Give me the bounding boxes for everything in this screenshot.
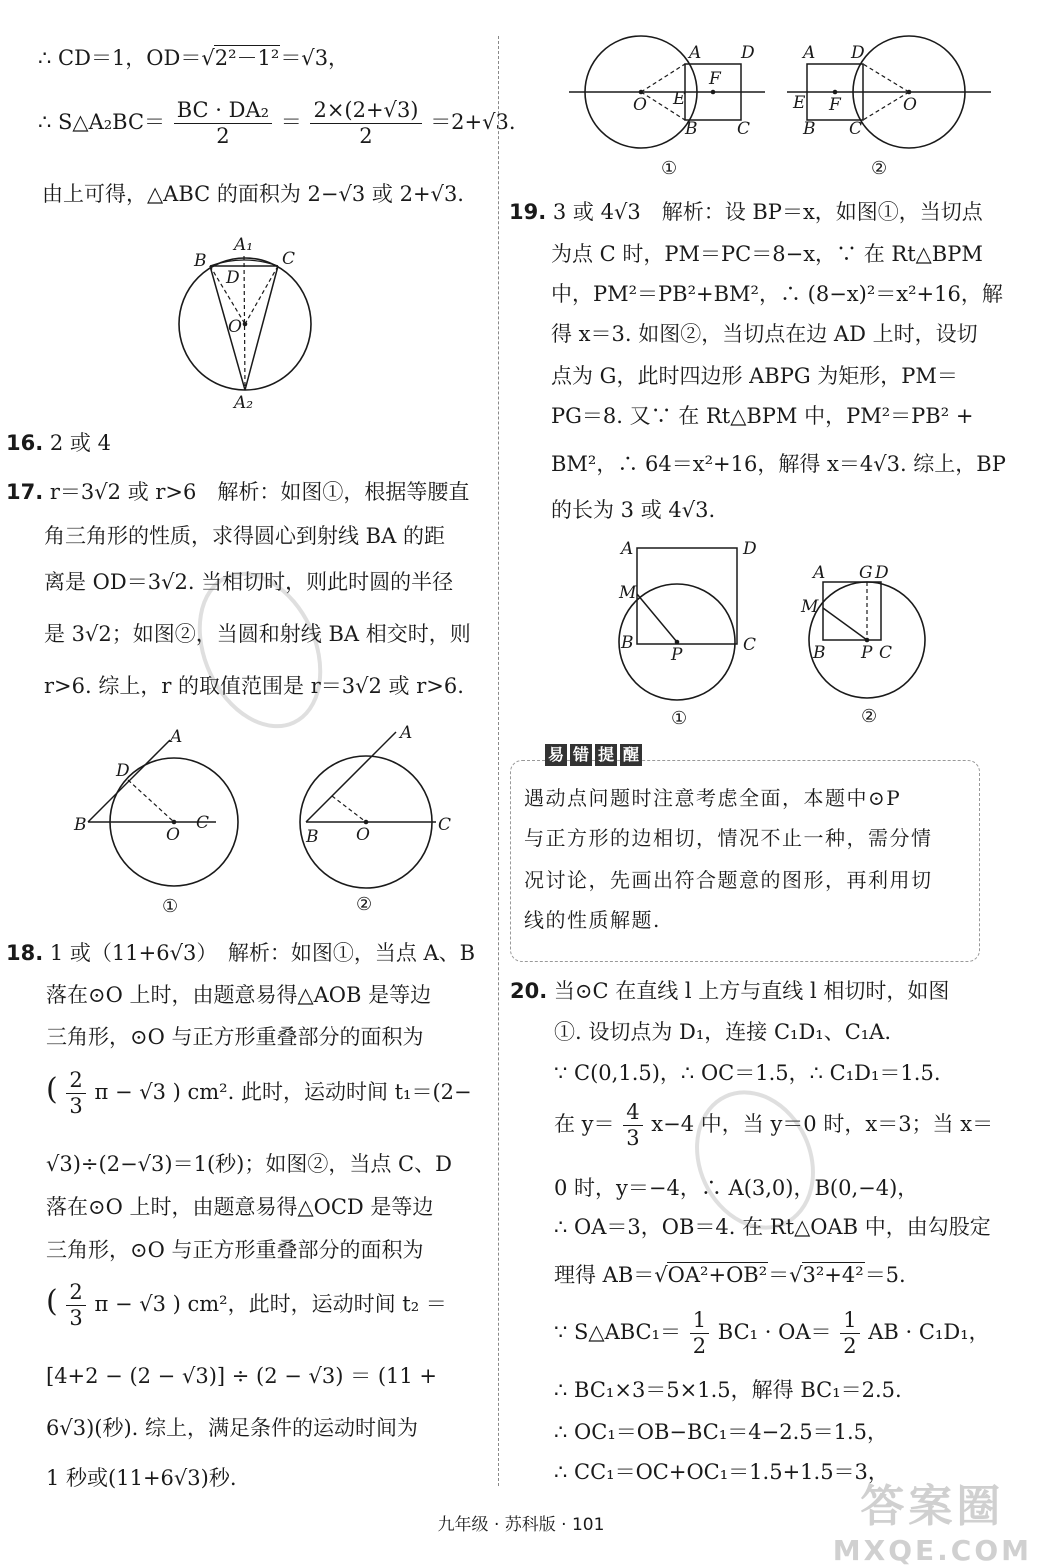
label-g: G — [859, 563, 873, 583]
text-span: ( — [46, 1072, 58, 1107]
text-span: ＝ — [768, 1263, 790, 1287]
segment-oa-1 — [641, 64, 685, 92]
label-e: E — [673, 89, 686, 109]
label-b: B — [74, 815, 87, 835]
text-line: 的长为 3 或 4√3. — [551, 498, 716, 522]
figure-17 — [66, 722, 466, 922]
text-line: 落在⊙O 上时，由题意易得△OCD 是等边 — [46, 1195, 434, 1219]
figure-number-1: ① — [162, 896, 179, 917]
center-2 — [907, 90, 912, 95]
text-line: [4+2 − (2 − √3)] ÷ (2 − √3) ＝ (11 + — [46, 1364, 438, 1388]
label-c: C — [737, 119, 751, 139]
figure-number-1: ① — [671, 708, 688, 729]
label-m: M — [619, 583, 637, 603]
column-divider — [498, 36, 499, 1486]
tip-title-char: 易 — [545, 744, 567, 766]
text-span: ∴ CD＝1，OD＝ — [38, 46, 202, 70]
point-f-1 — [711, 90, 716, 95]
fraction — [623, 1102, 642, 1149]
text-span: ∴ S△A₂BC＝ — [38, 110, 166, 134]
label-f: F — [829, 95, 841, 115]
text-span: ＝5. — [864, 1263, 906, 1287]
text-line: ①. 设切点为 D₁，连接 C₁D₁、C₁A. — [554, 1020, 892, 1044]
text-line — [554, 1310, 990, 1357]
text-line: ∴ BC₁×3＝5×1.5，解得 BC₁＝2.5. — [554, 1378, 902, 1402]
fraction — [690, 1310, 709, 1357]
figure-number-2: ② — [356, 894, 373, 915]
text-line: 三角形，⊙O 与正方形重叠部分的面积为 — [46, 1025, 424, 1049]
label-m: M — [801, 597, 819, 617]
center-point-2 — [364, 820, 369, 825]
text-line: ∴ OC₁＝OB−BC₁＝4−2.5＝1.5， — [554, 1420, 889, 1444]
denominator: 2 — [843, 1334, 857, 1358]
text-line: 是 3√2；如图②，当圆和射线 BA 相交时，则 — [44, 622, 471, 646]
center-point — [243, 322, 248, 327]
label-p: P — [861, 643, 873, 663]
text-line: BM²，∴ 64＝x²+16，解得 x＝4√3. 综上，BP — [551, 452, 1006, 476]
label-c: C — [879, 643, 893, 663]
numerator: 1 — [690, 1310, 709, 1334]
segment-od-2 — [863, 64, 909, 92]
label-a: A — [689, 43, 702, 63]
question-number: 16. — [6, 431, 44, 455]
text-line: ∴ OA＝3，OB＝4. 在 Rt△OAB 中，由勾股定 — [554, 1215, 991, 1239]
text-line: 落在⊙O 上时，由题意易得△AOB 是等边 — [46, 983, 432, 1007]
text-line: 6√3)(秒). 综上，满足条件的运动时间为 — [46, 1416, 419, 1440]
question-number: 17. — [6, 480, 44, 504]
text-span: x−4 中，当 y＝0 时，x＝3；当 x＝ — [651, 1112, 994, 1136]
segment-ca2 — [245, 266, 278, 390]
numerator: 4 — [623, 1102, 642, 1126]
stamp-watermark — [690, 1080, 820, 1240]
tip-title-char: 醒 — [620, 744, 642, 766]
text-line: 由上可得，△ABC 的面积为 2−√3 或 2+√3. — [42, 182, 464, 206]
radicand: 2²－1² — [214, 46, 280, 70]
stamp-ring — [195, 560, 325, 740]
text-line — [46, 1070, 472, 1117]
figure-circle-triangle — [170, 232, 320, 412]
segment-od-1 — [128, 780, 174, 822]
segment-co — [245, 266, 278, 324]
point-p-1 — [675, 640, 680, 645]
label-b: B — [685, 119, 698, 139]
label-o: O — [633, 95, 647, 115]
label-d: D — [743, 539, 757, 559]
label-d: D — [875, 563, 889, 583]
question-number: 20. — [510, 979, 548, 1003]
point-p-2 — [865, 638, 870, 643]
label-c: C — [282, 249, 296, 269]
text-span: ( — [46, 1284, 58, 1319]
tip-line: 与正方形的边相切，情况不止一种，需分情 — [524, 826, 933, 850]
text-span: 1 或（11+6√3） 解析：如图①，当点 A、B — [49, 941, 476, 965]
numerator: 1 — [840, 1310, 859, 1334]
label-b: B — [813, 643, 826, 663]
label-b: B — [621, 633, 634, 653]
label-d: D — [741, 43, 755, 63]
tip-title-char: 提 — [595, 744, 617, 766]
text-line: 1 秒或(11+6√3)秒. — [46, 1466, 237, 1490]
center-point-1 — [172, 820, 177, 825]
text-line: ∴ CD＝1，OD＝√2²－1²＝√3， — [38, 46, 350, 70]
page-footer: 九年级 · 苏科版 · 101 — [437, 1515, 605, 1535]
numerator: 2 — [66, 1282, 85, 1306]
fraction — [66, 1070, 85, 1117]
radicand: OA²+OB² — [667, 1263, 768, 1287]
text-line: 角三角形的性质，求得圆心到射线 BA 的距 — [44, 524, 445, 548]
tip-line: 遇动点问题时注意考虑全面，本题中⊙P — [524, 786, 902, 810]
label-d: D — [116, 761, 130, 781]
stamp-ring — [690, 1080, 820, 1240]
text-span: ∵ S△ABC₁＝ — [554, 1320, 682, 1344]
text-line: 中，PM²＝PB²+BM²，∴ (8−x)²＝x²+16，解 — [551, 282, 1003, 306]
text-line: ∴ CC₁＝OC+OC₁＝1.5+1.5＝3， — [554, 1460, 889, 1484]
text-line: PG＝8. 又∵ 在 Rt△BPM 中，PM²＝PB² + — [551, 404, 974, 428]
segment-o-2 — [332, 796, 366, 822]
label-b: B — [194, 251, 207, 271]
label-p: P — [671, 645, 683, 665]
question-18-line — [6, 943, 475, 964]
text-span: ＝√3， — [280, 46, 350, 70]
text-line: √3)÷(2−√3)＝1(秒)；如图②，当点 C、D — [46, 1152, 452, 1176]
text-span: 理得 AB＝ — [554, 1263, 655, 1287]
fraction — [310, 100, 421, 147]
square-1 — [637, 548, 737, 644]
label-c: C — [849, 119, 863, 139]
denominator: 2 — [359, 124, 373, 148]
text-line — [38, 100, 516, 147]
fraction — [66, 1282, 85, 1329]
text-span: AB · C₁D₁， — [868, 1320, 990, 1344]
label-a1: A₁ — [234, 235, 254, 255]
radicand: 3²+4² — [802, 1263, 864, 1287]
label-d: D — [226, 268, 240, 288]
figure-number-1: ① — [661, 158, 678, 179]
label-a: A — [400, 723, 413, 743]
label-c: C — [196, 813, 210, 833]
figure-19 — [615, 536, 945, 736]
label-d: D — [851, 43, 865, 63]
denominator: 3 — [69, 1094, 83, 1118]
text-line: 0 时，y＝−4，∴ A(3,0)，B(0,−4)， — [554, 1176, 919, 1200]
label-o: O — [166, 825, 180, 845]
text-line — [46, 1282, 447, 1329]
text-line: 点为 G，此时四边形 ABPG 为矩形，PM＝ — [551, 364, 958, 388]
tip-line: 线的性质解题. — [524, 908, 661, 932]
ray-ba-2 — [306, 732, 396, 822]
question-number: 18. — [6, 941, 44, 965]
text-line: 得 x＝3. 如图②，当切点在边 AD 上时，设切 — [551, 322, 978, 346]
watermark-site: 答案圈 — [860, 1481, 1005, 1532]
denominator: 3 — [69, 1306, 83, 1330]
tip-line: 况讨论，先画出符合题意的图形，再利用切 — [524, 868, 933, 892]
tip-title — [545, 744, 642, 766]
denominator: 2 — [692, 1334, 707, 1358]
text-line: 三角形，⊙O 与正方形重叠部分的面积为 — [46, 1238, 424, 1262]
segment-mp-2 — [823, 608, 867, 640]
text-line: 理得 AB＝√OA²+OB²＝√3²+4²＝5. — [554, 1263, 906, 1287]
numerator: 2×(2+√3) — [310, 100, 421, 124]
tip-title-char: 错 — [570, 744, 592, 766]
text-line: 为点 C 时，PM＝PC＝8−x，∵ 在 Rt△BPM — [551, 242, 983, 266]
label-o: O — [903, 95, 917, 115]
text-span: BC₁ · OA＝ — [717, 1320, 832, 1344]
label-f: F — [709, 69, 721, 89]
fraction — [174, 100, 272, 147]
label-a: A — [803, 43, 816, 63]
stamp-watermark — [195, 560, 325, 740]
label-c: C — [438, 815, 452, 835]
text-span: ＝ — [280, 110, 302, 134]
figure-number-2: ② — [861, 706, 878, 727]
question-16 — [6, 433, 111, 454]
text-span: 3 或 4√3 解析：设 BP＝x，如图①，当切点 — [552, 200, 983, 224]
text-span: r＝3√2 或 r>6 解析：如图①，根据等腰直 — [49, 480, 470, 504]
point-f-2 — [833, 90, 838, 95]
denominator: 2 — [216, 124, 230, 148]
label-b: B — [306, 827, 319, 847]
label-a: A — [813, 563, 826, 583]
square-2 — [823, 582, 881, 640]
label-o: O — [356, 825, 370, 845]
label-a: A — [621, 539, 634, 559]
figure-18 — [565, 34, 1005, 184]
question-20-line — [510, 981, 949, 1002]
text-line: r>6. 综上，r 的取值范围是 r＝3√2 或 r>6. — [44, 674, 464, 698]
center-1 — [639, 90, 644, 95]
label-c: C — [743, 635, 757, 655]
question-number: 19. — [509, 200, 547, 224]
label-b: B — [803, 119, 816, 139]
answer-text: 2 或 4 — [49, 431, 111, 455]
text-line: ∵ C(0,1.5)，∴ OC＝1.5，∴ C₁D₁＝1.5. — [554, 1061, 941, 1085]
text-span: ＝2+√3. — [430, 110, 516, 134]
figure-number-2: ② — [871, 158, 888, 179]
text-line: 离是 OD＝3√2. 当相切时，则此时圆的半径 — [44, 570, 454, 594]
text-span: π − √3 ) cm²，此时，运动时间 t₂ ＝ — [94, 1292, 447, 1316]
text-span: 在 y＝ — [554, 1112, 615, 1136]
numerator: BC · DA₂ — [174, 100, 272, 124]
question-17-line — [6, 482, 469, 503]
label-e: E — [793, 93, 806, 113]
question-19-line — [509, 202, 983, 223]
text-span: 当⊙C 在直线 l 上方与直线 l 相切时，如图 — [553, 979, 950, 1003]
label-a2: A₂ — [234, 393, 254, 412]
watermark-domain: MXQE.COM — [832, 1534, 1032, 1567]
denominator: 3 — [626, 1126, 640, 1150]
label-a: A — [170, 727, 183, 747]
label-o: O — [228, 317, 242, 337]
segment-mp-1 — [637, 594, 677, 642]
numerator: 2 — [66, 1070, 85, 1094]
fraction — [840, 1310, 859, 1357]
text-span: π − √3 ) cm². 此时，运动时间 t₁＝(2− — [94, 1080, 472, 1104]
